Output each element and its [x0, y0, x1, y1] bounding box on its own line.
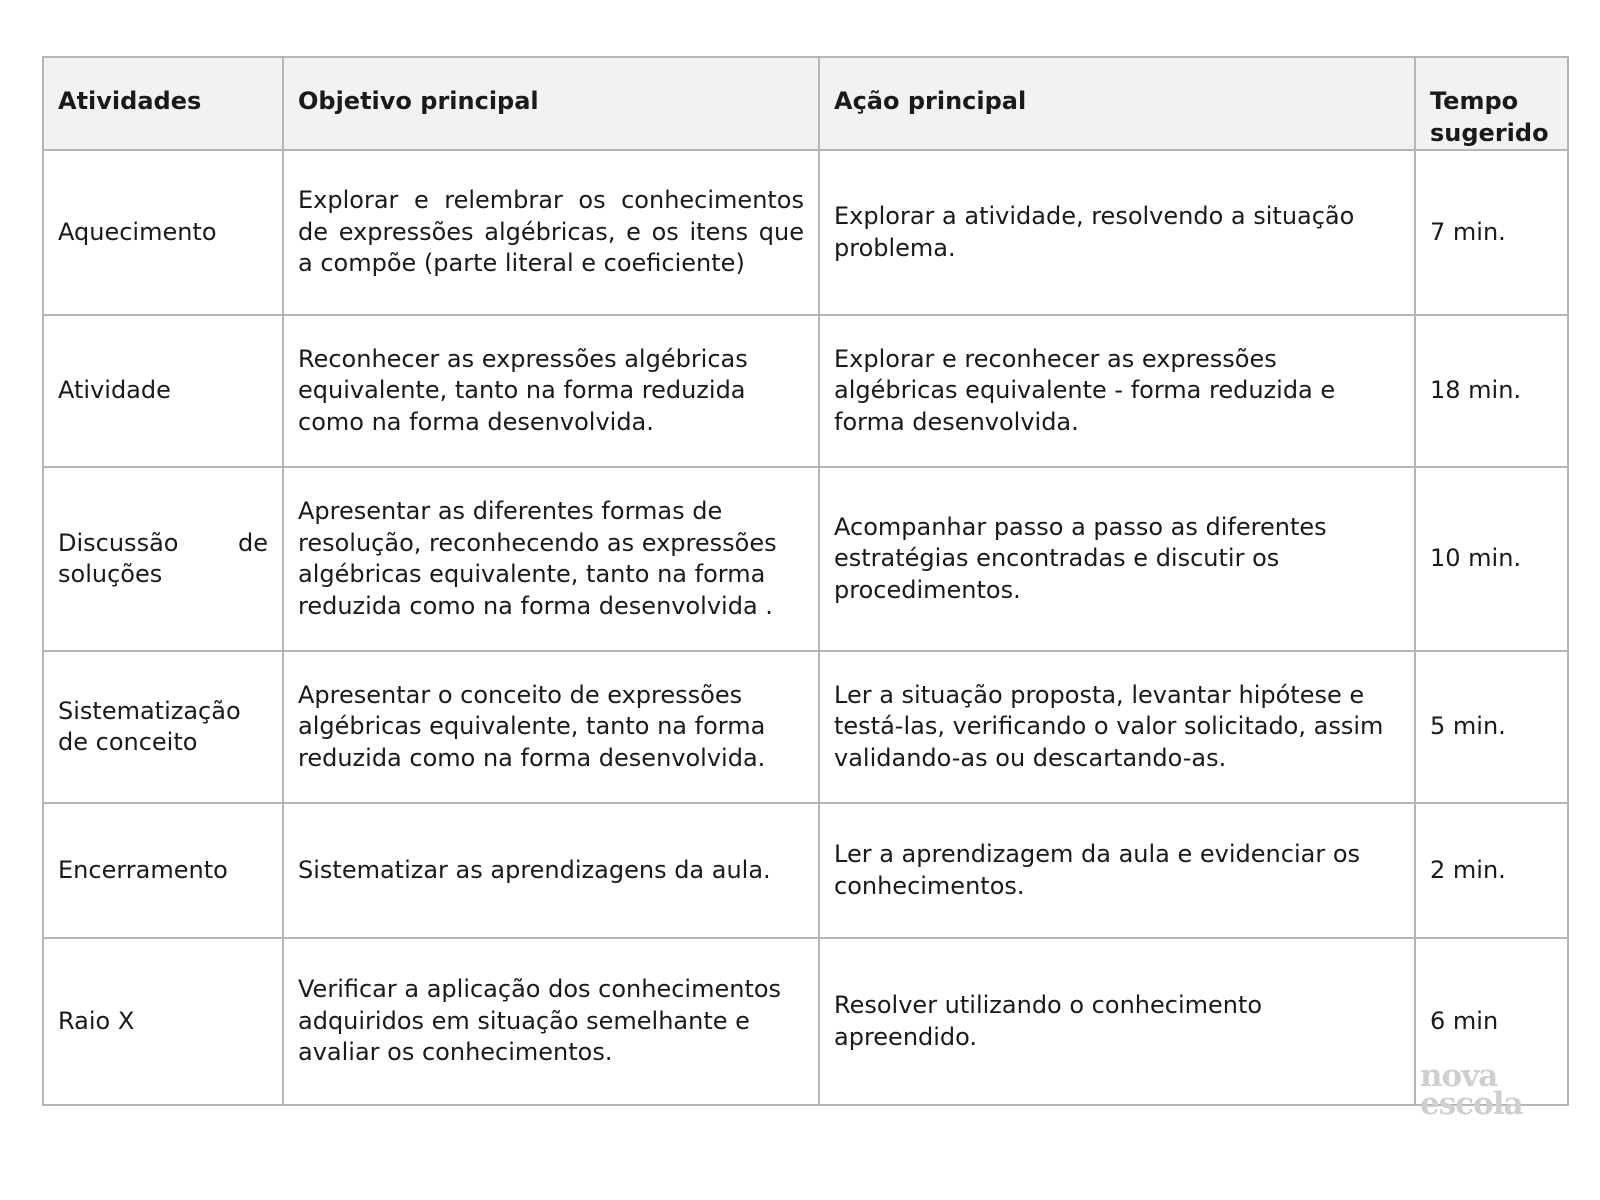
cell-atividade: Discussão de soluções: [43, 467, 283, 651]
cell-acao: Resolver utilizando o conhecimento apreendido.: [819, 938, 1415, 1105]
cell-objetivo: Apresentar as diferentes formas de resolução, reconhecendo as expressões algébricas equivalente, tanto na forma reduzida como na forma desenvolvida .: [283, 467, 819, 651]
cell-atividade: Raio X: [43, 938, 283, 1105]
cell-objetivo: Apresentar o conceito de expressões algébricas equivalente, tanto na forma reduzida como na forma desenvolvida.: [283, 651, 819, 803]
table-row: [43, 315, 1568, 467]
cell-tempo: 10 min.: [1415, 467, 1568, 651]
header-acao-principal: Ação principal: [819, 57, 1415, 150]
table-row: [43, 803, 1568, 938]
cell-tempo: 7 min.: [1415, 150, 1568, 315]
header-atividades: Atividades: [43, 57, 283, 150]
lesson-plan-table-container: [42, 56, 1567, 1106]
cell-acao: Explorar a atividade, resolvendo a situação problema.: [819, 150, 1415, 315]
cell-tempo: 2 min.: [1415, 803, 1568, 938]
cell-acao: Ler a situação proposta, levantar hipótese e testá-las, verificando o valor solicitado, assim validando-as ou descartando-as.: [819, 651, 1415, 803]
cell-atividade: Sistematização de conceito: [43, 651, 283, 803]
cell-tempo: 6 min: [1415, 938, 1568, 1105]
table-row: [43, 467, 1568, 651]
cell-atividade: Atividade: [43, 315, 283, 467]
table-row: [43, 150, 1568, 315]
nova-escola-watermark: [1420, 1058, 1523, 1122]
cell-acao: Explorar e reconhecer as expressões algébricas equivalente - forma reduzida e forma desenvolvida.: [819, 315, 1415, 467]
table-row: [43, 938, 1568, 1105]
cell-tempo: 5 min.: [1415, 651, 1568, 803]
cell-objetivo: Reconhecer as expressões algébricas equivalente, tanto na forma reduzida como na forma desenvolvida.: [283, 315, 819, 467]
cell-acao: Ler a aprendizagem da aula e evidenciar os conhecimentos.: [819, 803, 1415, 938]
cell-atividade: Encerramento: [43, 803, 283, 938]
lesson-plan-table: [42, 56, 1569, 1106]
watermark-line-2: escola: [1420, 1086, 1523, 1122]
cell-atividade: Aquecimento: [43, 150, 283, 315]
cell-tempo: 18 min.: [1415, 315, 1568, 467]
cell-objetivo: Verificar a aplicação dos conhecimentos adquiridos em situação semelhante e avaliar os conhecimentos.: [283, 938, 819, 1105]
watermark-line-1: nova: [1420, 1058, 1498, 1094]
table-header-row: [43, 57, 1568, 150]
header-tempo-sugerido: Tempo sugerido: [1415, 57, 1568, 150]
cell-objetivo: Explorar e relembrar os conhecimentos de expressões algébricas, e os itens que a compõe (parte literal e coeficiente): [283, 150, 819, 315]
cell-objetivo: Sistematizar as aprendizagens da aula.: [283, 803, 819, 938]
cell-acao: Acompanhar passo a passo as diferentes estratégias encontradas e discutir os procedimentos.: [819, 467, 1415, 651]
table-row: [43, 651, 1568, 803]
header-objetivo-principal: Objetivo principal: [283, 57, 819, 150]
